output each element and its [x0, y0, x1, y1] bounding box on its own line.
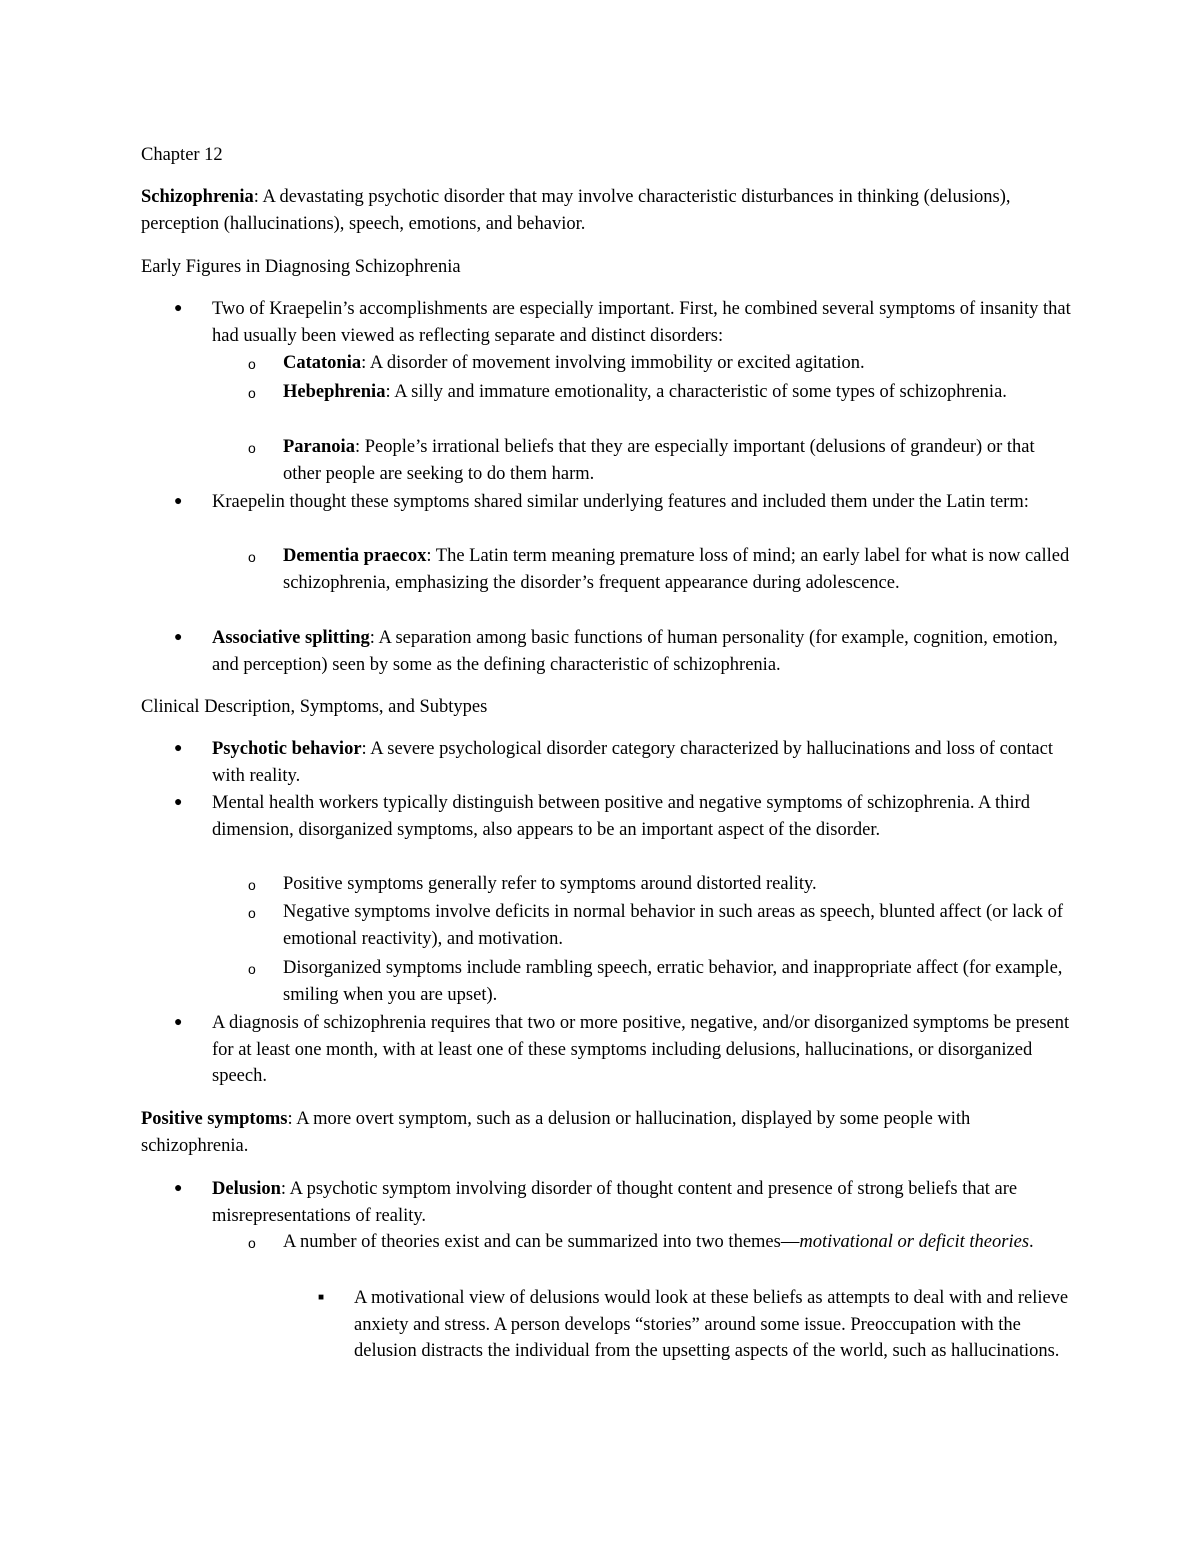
term-associative-splitting: Associative splitting — [212, 628, 370, 648]
list-item — [174, 625, 1072, 678]
theories-text: A number of theories exist and can be summarized into two themes— — [283, 1232, 800, 1252]
bullet-icon: ● — [174, 301, 183, 316]
positive-symptoms-definition — [141, 1106, 1061, 1159]
term-paranoia: Paranoia — [283, 437, 355, 457]
bullet-icon: ● — [174, 1181, 183, 1196]
bullet-icon: ● — [174, 630, 183, 645]
list-item — [248, 543, 1073, 596]
circle-bullet-icon: o — [248, 905, 256, 921]
circle-bullet-icon: o — [248, 356, 256, 372]
term-hebephrenia: Hebephrenia — [283, 382, 386, 402]
circle-bullet-icon: o — [248, 549, 256, 565]
list-item — [248, 434, 1073, 487]
psychotic-behavior-text: : A severe psychological disorder category characterized by hallucinations and loss of contact with reality. — [212, 739, 1053, 786]
kraepelin-latin-term: Kraepelin thought these symptoms shared similar underlying features and included them under the Latin term: — [212, 492, 1029, 512]
chapter-title: Chapter 12 — [141, 145, 223, 165]
list-item — [174, 296, 1072, 349]
bullet-icon: ● — [174, 795, 183, 810]
circle-bullet-icon: o — [248, 961, 256, 977]
list-item — [248, 899, 1073, 952]
term-positive-symptoms: Positive symptoms — [141, 1109, 288, 1129]
paranoia-text: : People’s irrational beliefs that they are especially important (delusions of grandeur) or that other people are seeking to do them harm. — [283, 437, 1035, 484]
term-catatonia: Catatonia — [283, 353, 362, 373]
diagnosis-requirement: A diagnosis of schizophrenia requires that two or more positive, negative, and/or disorganized symptoms be present for at least one month, with at least one of these symptoms including delusions, hallucinations, or disorganized speech. — [212, 1013, 1070, 1086]
list-item — [174, 736, 1072, 789]
square-bullet-icon: ■ — [318, 1292, 325, 1303]
dementia-text: : The Latin term meaning premature loss of mind; an early label for what is now called schizophrenia, emphasizing the disorder’s frequent appearance during adolescence. — [283, 546, 1070, 593]
delusion-text: : A psychotic symptom involving disorder of thought content and presence of strong beliefs that are misrepresentations of reality. — [212, 1179, 1018, 1226]
negative-symptoms-note: Negative symptoms involve deficits in normal behavior in such areas as speech, blunted affect (or lack of emotional reactivity), and motivation. — [283, 902, 1064, 949]
section-heading-clinical: Clinical Description, Symptoms, and Subtypes — [141, 697, 488, 717]
list-item — [248, 379, 1073, 406]
kraepelin-accomplishments: Two of Kraepelin’s accomplishments are especially important. First, he combined several symptoms of insanity that had usually been viewed as reflecting separate and distinct disorders: — [212, 299, 1071, 346]
bullet-icon: ● — [174, 741, 183, 756]
list-item — [174, 1176, 1072, 1229]
list-item — [174, 489, 1072, 516]
disorganized-symptoms-note: Disorganized symptoms include rambling speech, erratic behavior, and inappropriate affect (for example, smiling when you are upset). — [283, 958, 1063, 1005]
term-delusion: Delusion — [212, 1179, 281, 1199]
term-schizophrenia: Schizophrenia — [141, 187, 254, 207]
circle-bullet-icon: o — [248, 385, 256, 401]
theories-end: . — [1029, 1232, 1034, 1252]
list-item — [248, 350, 1073, 377]
list-item — [318, 1285, 1074, 1365]
circle-bullet-icon: o — [248, 440, 256, 456]
term-dementia-praecox: Dementia praecox — [283, 546, 427, 566]
bullet-icon: ● — [174, 494, 183, 509]
list-item — [174, 1010, 1072, 1090]
circle-bullet-icon: o — [248, 1235, 256, 1251]
bullet-icon: ● — [174, 1015, 183, 1030]
list-item — [248, 955, 1073, 1008]
schizophrenia-text: : A devastating psychotic disorder that may involve characteristic disturbances in thinking (delusions), perception (hallucinations), speech, emotions, and behavior. — [141, 187, 1011, 234]
list-item — [248, 871, 1073, 898]
positive-symptoms-note: Positive symptoms generally refer to symptoms around distorted reality. — [283, 874, 817, 894]
schizophrenia-definition — [141, 184, 1061, 237]
list-item — [174, 790, 1072, 843]
section-heading-early-figures: Early Figures in Diagnosing Schizophrenia — [141, 257, 461, 277]
list-item — [248, 1229, 1073, 1256]
catatonia-text: : A disorder of movement involving immobility or excited agitation. — [361, 353, 865, 373]
associative-splitting-text: : A separation among basic functions of human personality (for example, cognition, emotion, and perception) seen by some as the defining characteristic of schizophrenia. — [212, 628, 1058, 675]
positive-symptoms-text: : A more overt symptom, such as a delusion or hallucination, displayed by some people with schizophrenia. — [141, 1109, 971, 1156]
theories-italic: motivational or deficit theories — [799, 1232, 1030, 1252]
term-psychotic-behavior: Psychotic behavior — [212, 739, 362, 759]
motivational-view: A motivational view of delusions would look at these beliefs as attempts to deal with and relieve anxiety and stress. A person develops “stories” around some issue. Preoccupation with the delusion distracts the individual from the upsetting aspects of the world, such as hallucinations. — [354, 1288, 1069, 1361]
circle-bullet-icon: o — [248, 877, 256, 893]
hebephrenia-text: : A silly and immature emotionality, a characteristic of some types of schizophrenia. — [385, 382, 1007, 402]
symptom-dimensions: Mental health workers typically distinguish between positive and negative symptoms of schizophrenia. A third dimension, disorganized symptoms, also appears to be an important aspect of the disorder. — [212, 793, 1030, 840]
